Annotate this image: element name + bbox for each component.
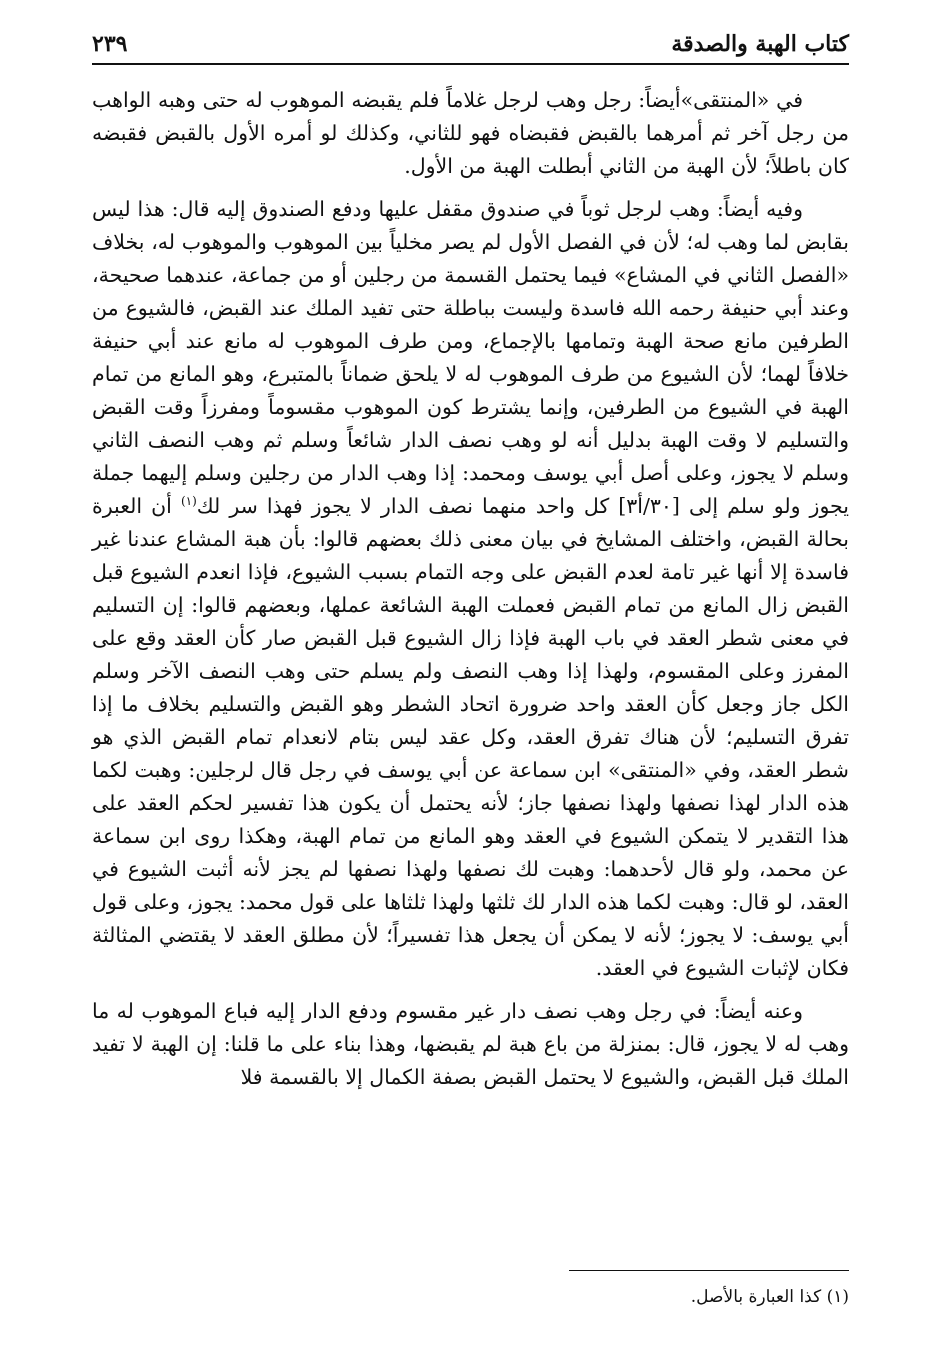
footnote-reference: (١) [180,494,197,509]
paragraph-2-continuation: أن العبرة بحالة القبض، واختلف المشايخ في بيان معنى ذلك بعضهم قالوا: بأن هبة المشاع عندنا غير فاسدة إلا أنها غير تامة لعدم القبض على وجه التمام بسبب الشيوع، فإذا انعدم الشيوع قبل القبض زال المانع من تمام القبض فعملت الهبة الشائعة عملها، وبعضهم قالوا: إن التسليم في معنى شطر العقد في باب الهبة فإذا زال الشيوع قبل القبض صار كأن العقد وقع على المفرز وعلى المقسوم، ولهذا إذا وهب النصف ولم يسلم حتى وهب النصف الآخر وسلم الكل جاز وجعل كأن العقد واحد ضرورة اتحاد الشطر وهو القبض والتسليم بخلاف ما إذا تفرق التسليم؛ لأن هناك تفرق العقد، وكل عقد ليس بتام لانعدام تمام القبض الذي هو شطر العقد، وفي «المنتقى» ابن سماعة عن أبي يوسف في رجل قال لرجلين: وهبت لكما هذه الدار لهذا نصفها ولهذا نصفها جاز؛ لأنه يحتمل أن يكون هذا تفسير لحكم العقد على هذا التقدير لا يتمكن الشيوع في العقد وهو المانع من تمام الهبة، وهكذا روى ابن سماعة عن محمد، ولو قال لأحدهما: وهبت لك نصفها ولهذا نصفها لم يجز لأنه أثبت الشيوع في العقد، لو قال: وهبت لكما هذه الدار لك ثلثها ولهذا ثلثاها على قول محمد: يجوز، وعلى قول أبي يوسف: لا يجوز؛ لأنه لا يمكن أن يجعل هذا تفسيراً؛ لأن مطلق العقد لا يقتضي المثالثة فكان لإثبات الشيوع في العقد. [92,494,849,980]
header-divider [92,63,849,65]
page-header [92,26,849,62]
main-text [92,84,849,1104]
footnote: (١) كذا العبارة بالأصل. [690,1287,849,1307]
page-number: ٢٣٩ [92,31,128,57]
footnote-divider [569,1270,849,1271]
paragraph-1: في «المنتقى»أيضاً: رجل وهب لرجل غلاماً فلم يقبضه الموهوب له حتى وهبه الواهب من رجل آخر ثم أمرهما بالقبض فقبضاه فهو للثاني، وكذلك لو أمره الأول بالقبض فقبضه كان باطلاً؛ لأن الهبة من الثاني أبطلت الهبة من الأول. [92,88,849,178]
paragraph-2 [92,193,849,985]
paragraph-2-text: وفيه أيضاً: وهب لرجل ثوباً في صندوق مقفل عليها ودفع الصندوق إليه قال: هذا ليس بقابض لما وهب له؛ لأن في الفصل الأول لم يصر مخلياً بين الموهوب والموهوب له، بخلاف «الفصل الثاني في المشاع» فيما يحتمل القسمة من رجلين أو من جماعة، عندهما صحيحة، وعند أبي حنيفة رحمه الله فاسدة وليست بباطلة حتى تفيد الملك عند القبض، فالشيوع من الطرفين مانع صحة الهبة وتمامها بالإجماع، ومن طرف الموهوب له مانع عند أبي حنيفة خلافاً لهما؛ لأن الشيوع من طرف الموهوب له لا يلحق ضماناً بالمتبرع، وهو المانع من تمام الهبة في الشيوع من الطرفين، وإنما يشترط كون الموهوب مقسوماً ومفرزاً وقت القبض والتسليم لا وقت الهبة بدليل أنه لو وهب نصف الدار شائعاً وسلم ثم وهب النصف الثاني وسلم لا يجوز، وعلى أصل أبي يوسف ومحمد: إذا وهب الدار من رجلين وسلم إليهما جملة يجوز ولو سلم إلى [٣٠/أ٣] كل واحد منهما نصف الدار لا يجوز فهذا سر لك [92,197,849,518]
paragraph-3: وعنه أيضاً: في رجل وهب نصف دار غير مقسوم ودفع الدار إليه فباع الموهوب له ما وهب له لا يجوز، قال: بمنزلة من باع هبة لم يقبضها، وهذا بناء على ما قلنا: إن الهبة لا تفيد الملك قبل القبض، والشيوع لا يحتمل القبض بصفة الكمال إلا بالقسمة فلا [92,999,849,1089]
book-title: كتاب الهبة والصدقة [671,31,849,57]
